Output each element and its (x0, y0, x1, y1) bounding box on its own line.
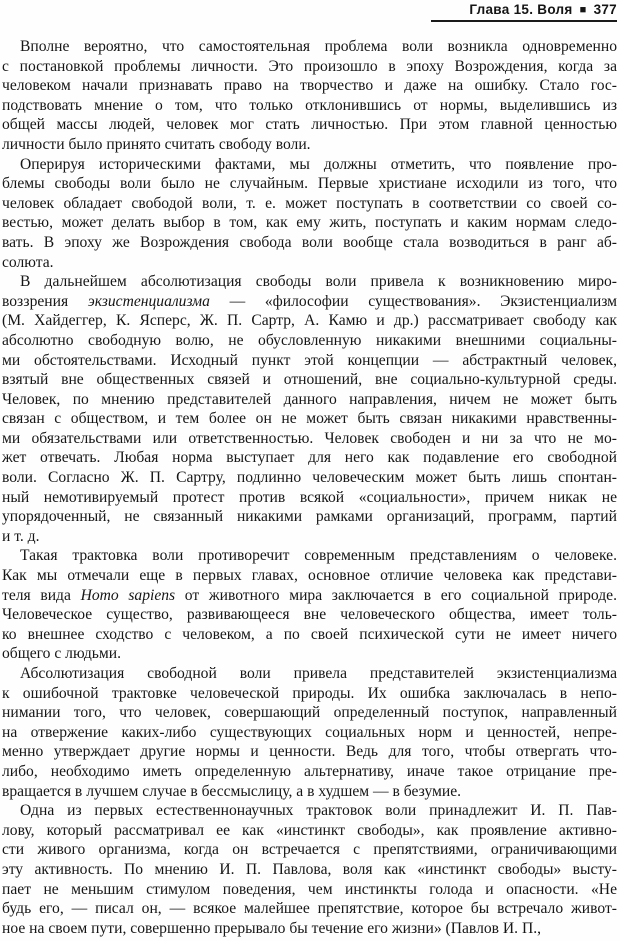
text-segment: нимании того, что человек, совершающий определенный поступок, направленный (2, 704, 617, 722)
text-line (2, 625, 617, 645)
text-segment: солюта. (2, 253, 54, 271)
text-line (2, 468, 617, 488)
text-line (2, 292, 617, 312)
text-line (2, 840, 617, 860)
text-segment: взятый вне общественных связей и отношений, вне социально-культурной среды. (2, 371, 617, 389)
text-line (2, 370, 617, 390)
text-line (2, 194, 617, 214)
text-line (2, 37, 617, 57)
text-segment: будь его, — писал он, — всякое малейшее препятствие, которое бы встречало живот- (2, 900, 617, 918)
text-segment: лову, который рассматривал ее как «инстинкт свободы», как проявление активно- (2, 821, 617, 839)
page-number: 377 (593, 2, 617, 17)
text-segment: либо, необходимо иметь определенную альтернативу, иначе такое отрицание пре- (2, 762, 617, 780)
text-segment: Одна из первых естественнонаучных трактовок воли принадлежит И. П. Пав- (20, 802, 617, 820)
text-line (2, 605, 617, 625)
chapter-title: Глава 15. Воля (469, 2, 573, 17)
page-header (2, 3, 617, 17)
text-segment: ный немотивируемый протест против всякой «социальности», причем никак не (2, 488, 617, 506)
text-segment: вращается в лучшем случае в бессмыслицу, а в худшем — в безумие. (2, 782, 462, 800)
text-segment: блемы свободы воли было не случайным. Первые христиане исходили из того, что (2, 175, 617, 193)
text-segment: общего с людьми. (2, 645, 121, 663)
text-segment: ное на своем пути, совершенно прерывало бы течение его жизни» (Павлов И. П., (2, 919, 542, 937)
text-line (2, 429, 617, 449)
text-segment: — «философии существования». Экзистенциализм (209, 292, 617, 310)
text-line (2, 409, 617, 429)
text-line (2, 586, 617, 606)
text-line (2, 860, 617, 880)
text-line (2, 351, 617, 371)
text-segment: человек обладает свободой воли, т. е. может поступать в соответствии со своей со- (2, 194, 617, 212)
text-segment: абсолютно свободную волю, не обусловленную никакими внешними социальны- (2, 331, 617, 349)
text-line (2, 684, 617, 704)
text-segment: Оперируя историческими фактами, мы должны отметить, что появление про- (20, 155, 617, 173)
text-segment: Абсолютизация свободной воли привела представителей экзистенциализма (20, 665, 617, 682)
text-segment: и т. д. (2, 527, 40, 545)
text-segment: пает не меньшим стимулом поведения, чем инстинкты голода и опасности. «Не (2, 880, 617, 898)
text-segment: связан с обществом, и тем более он не может быть связан никакими нравственны- (2, 410, 617, 428)
text-segment: ми обстоятельствами. Исходный пункт этой концепции — абстрактный человек, (2, 351, 617, 369)
text-line (2, 644, 617, 664)
text-line (2, 233, 617, 253)
text-line (2, 135, 617, 155)
text-segment: теля вида (2, 586, 81, 604)
text-segment: воли. Согласно Ж. П. Сартру, подлинно человеческим может быть лишь спонтан- (2, 469, 617, 487)
text-segment: вестью, может делать выбор в том, как ему жить, поступать и каким нормам следо- (2, 214, 617, 232)
paragraph (2, 155, 617, 273)
text-segment: (М. Хайдеггер, К. Ясперс, Ж. П. Сартр, А. Камю и др.) рассматривает свободу как (2, 312, 617, 330)
paragraph (2, 37, 617, 155)
text-segment: ко внешнее сходство с человеком, а по своей психической сути не имеет ничего (2, 625, 617, 643)
text-segment: подствовать мнение о том, что только отклонившись от нормы, выделившись из (2, 96, 617, 114)
text-line (2, 253, 617, 273)
header-rule (431, 20, 617, 22)
text-line (2, 174, 617, 194)
text-segment: сти живого организма, когда он встречается с препятствиями, ограничивающими (2, 841, 617, 859)
text-segment: эту активность. По мнению И. П. Павлова, воля как «инстинкт свободы» высту- (2, 860, 617, 878)
text-line (2, 311, 617, 331)
text-line (2, 488, 617, 508)
text-segment: ми обязательствами или ответственностью. Человек свободен и ни за что не мо- (2, 429, 617, 447)
text-line (2, 76, 617, 96)
text-line (2, 723, 617, 743)
page-body (2, 37, 617, 938)
text-line (2, 390, 617, 410)
text-segment: к ошибочной трактовке человеческой природы. Их ошибка заключалась в непо- (2, 684, 617, 702)
text-segment: вать. В эпоху же Возрождения свобода воли вообще стала возводиться в ранг аб- (2, 233, 617, 251)
text-segment: воззрения (2, 292, 88, 310)
text-line (2, 546, 617, 566)
text-segment: менно утверждает другие нормы и ценности. Ведь для того, чтобы отвергать что- (2, 743, 617, 761)
text-line (2, 115, 617, 135)
text-segment: общей массы людей, человек мог стать личностью. При этом главной ценностью (2, 116, 617, 134)
text-line (2, 155, 617, 175)
text-line (2, 782, 617, 802)
paragraph (2, 546, 617, 664)
text-line (2, 919, 617, 939)
text-segment: Такая трактовка воли противоречит современным представлениям о человеке. (20, 547, 617, 565)
text-line (2, 331, 617, 351)
text-segment: В дальнейшем абсолютизация свободы воли привела к возникновению миро- (20, 273, 617, 291)
text-segment: Человек, по мнению представителей данного направления, ничем не может быть (2, 390, 617, 408)
text-segment: с постановкой проблемы личности. Это произошло в эпоху Возрождения, когда за (2, 57, 617, 75)
text-line (2, 664, 617, 684)
paragraph (2, 801, 617, 938)
text-line (2, 272, 617, 292)
text-line (2, 821, 617, 841)
text-line (2, 448, 617, 468)
text-segment: от животного мира заключается в его социальной природе. (175, 586, 617, 604)
text-line (2, 742, 617, 762)
text-line (2, 527, 617, 547)
text-line (2, 899, 617, 919)
text-line (2, 703, 617, 723)
paragraph (2, 664, 617, 801)
paragraph (2, 272, 617, 546)
text-line (2, 507, 617, 527)
text-segment: человеком начали признавать право на творчество и даже на ошибку. Стало гос- (2, 77, 617, 95)
text-segment: на отвержение каких-либо существующих социальных норм и ценностей, непре- (2, 723, 617, 741)
text-line (2, 880, 617, 900)
text-line (2, 566, 617, 586)
text-line (2, 213, 617, 233)
text-segment: Вполне вероятно, что самостоятельная проблема воли возникла одновременно (20, 38, 617, 55)
text-segment: упорядоченный, не связанный никакими рамками организаций, программ, партий (2, 508, 617, 526)
text-segment: Человеческое существо, развивающееся вне человеческого общества, имеет толь- (2, 606, 617, 624)
italic-term: экзистенциализма (87, 292, 210, 310)
text-line (2, 762, 617, 782)
section-marker-icon: ■ (579, 4, 587, 16)
text-line (2, 96, 617, 116)
text-segment: Как мы отмечали еще в первых главах, основное отличие человека как представи- (2, 567, 617, 585)
text-line (2, 801, 617, 821)
text-segment: жет отвечать. Любая норма выступает для него как подавление его свободной (2, 449, 617, 467)
text-segment: личности было принято считать свободу воли. (2, 135, 311, 153)
italic-term: Homo sapiens (80, 586, 176, 604)
text-line (2, 57, 617, 77)
